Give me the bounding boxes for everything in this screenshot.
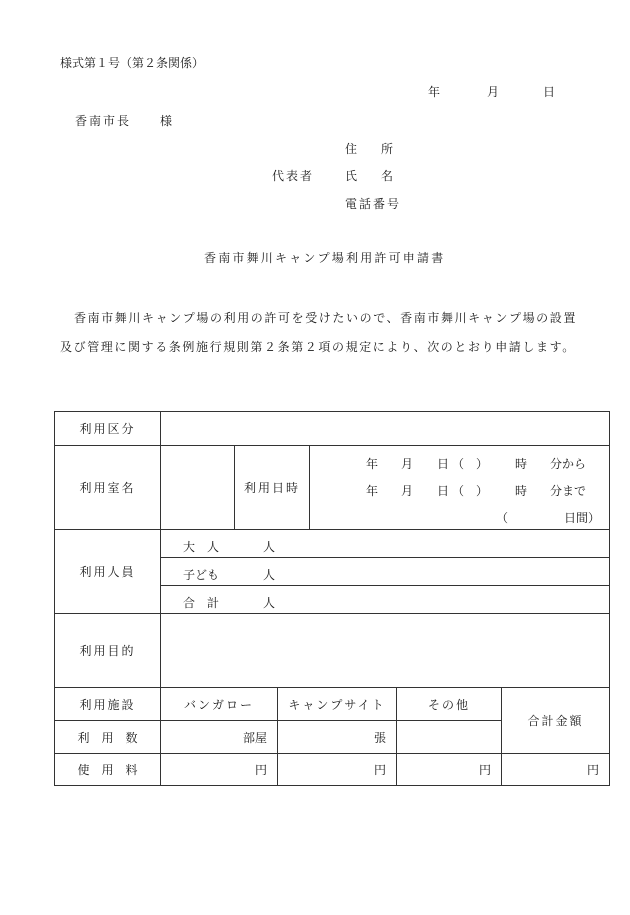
count-label: 利 用 数 <box>55 721 161 754</box>
form-number: 様式第１号（第２条関係） <box>60 56 205 70</box>
dt-from-paren-open: （ <box>452 457 465 471</box>
dt-days-suffix: 日間） <box>564 511 601 525</box>
dt-to-paren-open: （ <box>452 484 465 498</box>
document-title: 香南市舞川キャンプ場利用許可申請書 <box>204 251 446 265</box>
purpose-field[interactable] <box>161 614 610 688</box>
total-yen: 円 <box>587 763 600 777</box>
addressee-suffix: 様 <box>160 114 173 128</box>
room-name-label: 利用室名 <box>55 446 161 530</box>
date-day-label: 日 <box>543 85 556 99</box>
facility-label: 利用施設 <box>55 688 161 721</box>
total-fee-field[interactable] <box>502 754 610 786</box>
date-month-label: 月 <box>487 85 500 99</box>
bungalow-label: バンガロー <box>161 688 278 721</box>
addressee: 香南市長 <box>75 114 132 128</box>
row-usage-category <box>55 412 610 446</box>
representative-label: 代表者 <box>272 169 315 183</box>
campsite-fee-field[interactable] <box>278 754 397 786</box>
usage-category-field[interactable] <box>161 412 610 446</box>
dt-from-day: 日 <box>437 457 450 471</box>
room-unit: 部屋 <box>242 730 267 745</box>
row-people-adult <box>55 530 610 558</box>
body-text <box>60 304 580 362</box>
tent-unit: 張 <box>373 730 386 745</box>
usage-category-label: 利用区分 <box>55 412 161 446</box>
dt-to-year: 年 <box>366 484 379 498</box>
dt-days-paren-open: （ <box>496 511 509 525</box>
total-count-field[interactable] <box>161 586 610 614</box>
body-paragraph: 香南市舞川キャンプ場の利用の許可を受けたいので、香南市舞川キャンプ場の設置及び管理に関する条例施行規則第２条第２項の規定により、次のとおり申請します。 <box>60 311 577 354</box>
dt-to-month: 月 <box>401 484 414 498</box>
dt-to-day: 日 <box>437 484 450 498</box>
dt-to-paren-close: ） <box>476 484 489 498</box>
dt-from-paren-close: ） <box>476 457 489 471</box>
people-label: 利用人員 <box>55 530 161 614</box>
campsite-yen: 円 <box>373 763 386 777</box>
datetime-label: 利用日時 <box>235 446 310 530</box>
campsite-label: キャンプサイト <box>278 688 397 721</box>
dt-from-hour: 時 <box>515 457 528 471</box>
row-purpose <box>55 614 610 688</box>
dt-to-suffix: 分まで <box>550 484 587 498</box>
purpose-label: 利用目的 <box>55 614 161 688</box>
adult-unit: 人 <box>263 540 276 554</box>
dt-from-month: 月 <box>401 457 414 471</box>
adult-count-field[interactable] <box>161 530 610 558</box>
other-yen: 円 <box>478 763 491 777</box>
row-facility <box>55 688 610 721</box>
row-fee <box>55 754 610 786</box>
total-unit: 人 <box>263 596 276 610</box>
phone-label: 電話番号 <box>345 197 402 211</box>
total-label: 合 計 <box>183 596 220 610</box>
row-room-datetime <box>55 446 610 530</box>
application-table <box>54 411 610 786</box>
date-year-label: 年 <box>428 85 441 99</box>
address-label: 住 所 <box>345 142 394 156</box>
child-label: 子ども <box>183 568 220 582</box>
fee-label: 使 用 料 <box>55 754 161 786</box>
name-label: 氏 名 <box>345 169 394 183</box>
dt-from-suffix: 分から <box>550 457 587 471</box>
other-count-field[interactable] <box>397 721 502 754</box>
bungalow-yen: 円 <box>254 763 267 777</box>
dt-from-year: 年 <box>366 457 379 471</box>
dt-to-hour: 時 <box>515 484 528 498</box>
campsite-count-field[interactable] <box>278 721 397 754</box>
other-label: その他 <box>397 688 502 721</box>
room-name-field[interactable] <box>161 446 235 530</box>
child-unit: 人 <box>263 568 276 582</box>
adult-label: 大 人 <box>183 540 220 554</box>
other-fee-field[interactable] <box>397 754 502 786</box>
child-count-field[interactable] <box>161 558 610 586</box>
datetime-field[interactable] <box>310 446 610 530</box>
bungalow-fee-field[interactable] <box>161 754 278 786</box>
total-fee-label: 合計金額 <box>502 688 610 754</box>
bungalow-count-field[interactable] <box>161 721 278 754</box>
